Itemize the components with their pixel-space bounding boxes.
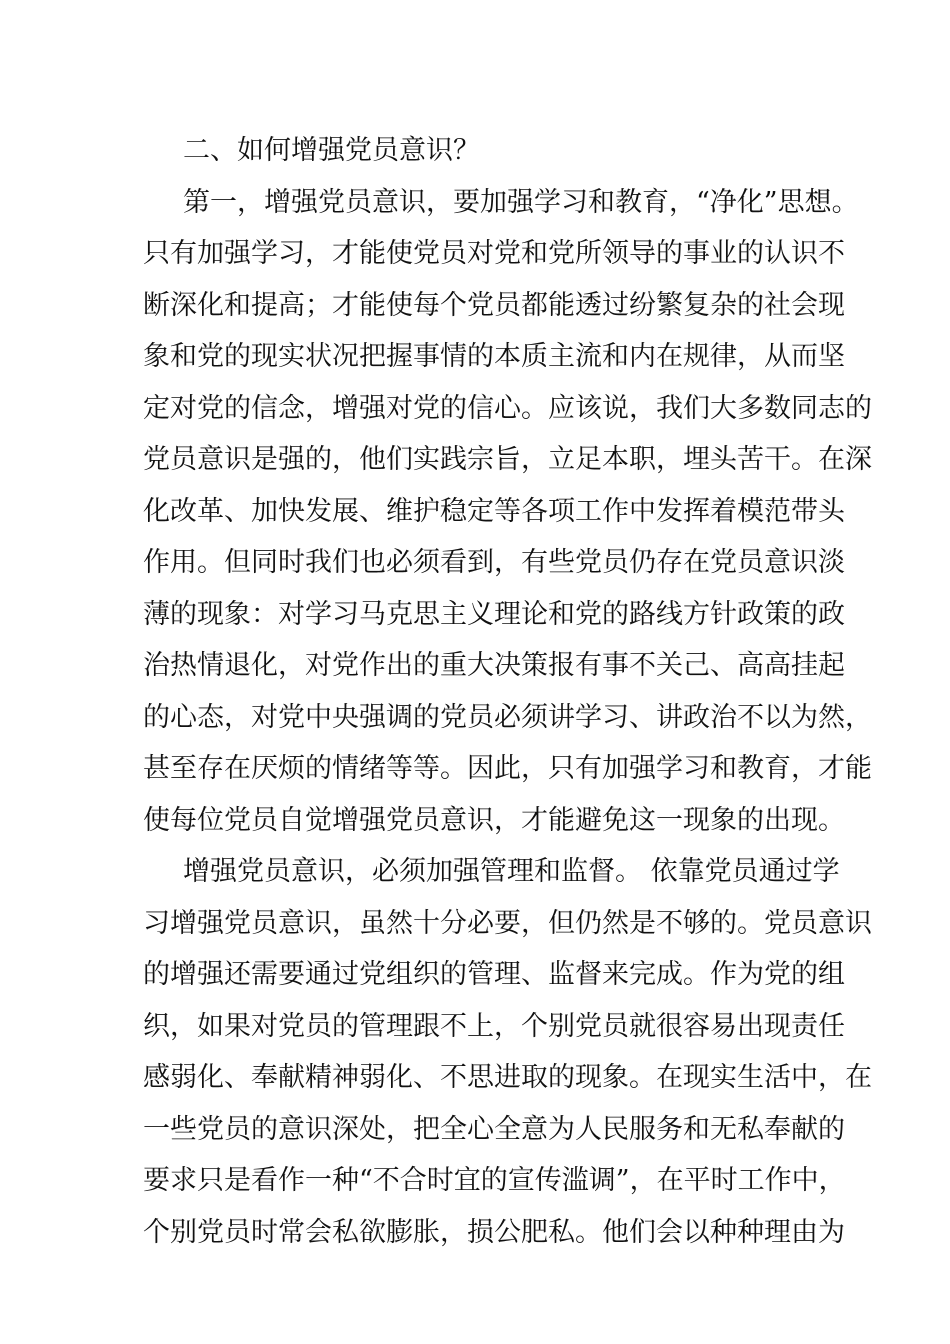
paragraph-line: 作用。但同时我们也必须看到，有些党员仍存在党员意识淡 xyxy=(143,547,845,578)
paragraph-line: 党员意识是强的，他们实践宗旨，立足本职，埋头苦干。在深 xyxy=(143,444,872,475)
paragraph-line: 的心态，对党中央强调的党员必须讲学习、讲政治不以为然， xyxy=(143,701,872,733)
paragraph-line: 象和党的现实状况把握事情的本质主流和内在规律，从而坚 xyxy=(143,341,845,372)
paragraph-1 xyxy=(143,177,872,847)
paragraph-line: 治热情退化，对党作出的重大决策报有事不关己、高高挂起 xyxy=(143,650,845,681)
paragraph-line: 第一，增强党员意识，要加强学习和教育，“净化”思想。 xyxy=(183,186,859,218)
paragraph-line: 的增强还需要通过党组织的管理、监督来完成。作为党的组 xyxy=(143,959,845,990)
paragraph-line: 习增强党员意识，虽然十分必要，但仍然是不够的。党员意识 xyxy=(143,907,872,939)
paragraph-line: 定对党的信念，增强对党的信心。应该说，我们大多数同志的 xyxy=(143,392,872,424)
paragraph-line: 使每位党员自觉增强党员意识，才能避免这一现象的出现。 xyxy=(143,804,845,836)
paragraph-line: 一些党员的意识深处，把全心全意为人民服务和无私奉献的 xyxy=(143,1113,845,1145)
paragraph-2 xyxy=(143,846,872,1258)
paragraph-line: 要求只是看作一种“不合时宜的宣传滥调”，在平时工作中， xyxy=(143,1165,846,1196)
paragraph-line: 化改革、加快发展、维护稳定等各项工作中发挥着模范带头 xyxy=(143,495,845,527)
paragraph-line: 个别党员时常会私欲膨胀，损公肥私。他们会以种种理由为 xyxy=(143,1216,845,1248)
paragraph-line: 断深化和提高；才能使每个党员都能透过纷繁复杂的社会现 xyxy=(143,289,845,321)
paragraph-line: 织，如果对党员的管理跟不上，个别党员就很容易出现责任 xyxy=(143,1010,845,1042)
section-heading: 二、如何增强党员意识？ xyxy=(183,135,480,166)
document-body xyxy=(143,125,872,1258)
paragraph-line: 甚至存在厌烦的情绪等等。因此，只有加强学习和教育，才能 xyxy=(143,753,872,784)
paragraph-line: 薄的现象：对学习马克思主义理论和党的路线方针政策的政 xyxy=(143,598,845,630)
paragraph-line: 增强党员意识，必须加强管理和监督。 依靠党员通过学 xyxy=(183,856,840,887)
paragraph-line: 感弱化、奉献精神弱化、不思进取的现象。在现实生活中，在 xyxy=(143,1062,872,1093)
paragraph-line: 只有加强学习，才能使党员对党和党所领导的事业的认识不 xyxy=(143,238,845,269)
